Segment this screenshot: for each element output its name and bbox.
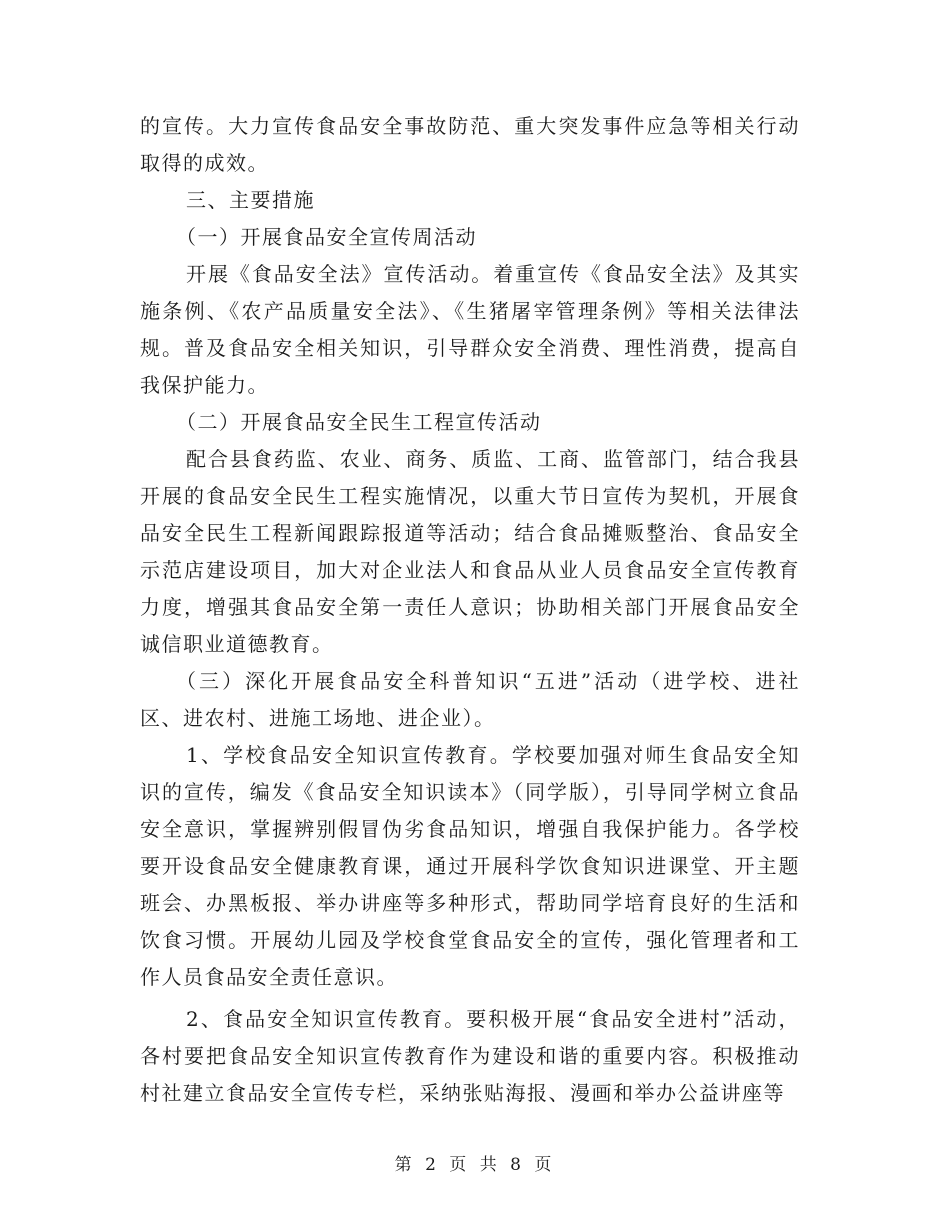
document-body [140, 108, 800, 1112]
paragraph-continuation: 的宣传。大力宣传食品安全事故防范、重大突发事件应急等相关行动取得的成效。 [140, 114, 800, 175]
paragraph-livelihood-project: 配合县食药监、农业、商务、质监、工商、监管部门，结合我县开展的食品安全民生工程实施情况，以重大节日宣传为契机，开展食品安全民生工程新闻跟踪报道等活动；结合食品摊贩整治、食品安全示范店建设项目，加大对企业法人和食品从业人员食品安全宣传教育力度，增强其食品安全第一责任人意识；协助相关部门开展食品安全诚信职业道德教育。 [140, 447, 800, 656]
page-number-footer: 第 2 页 共 8 页 [394, 1155, 556, 1175]
section-heading-main-measures: 三、主要措施 [186, 188, 315, 212]
paragraph-village-education: 2、食品安全知识宣传教育。要积极开展“食品安全进村”活动，各村要把食品安全知识宣传教育作为建设和谐的重要内容。积极推动村社建立食品安全宣传专栏，采纳张贴海报、漫画和举办公益讲座等 [140, 1007, 800, 1105]
subsection-heading-2: （二）开展食品安全民生工程宣传活动 [176, 410, 542, 434]
subsection-heading-1: （一）开展食品安全宣传周活动 [176, 225, 477, 249]
subsection-heading-3: （三）深化开展食品安全科普知识“五进”活动（进学校、进社区、进农村、进施工场地、进企业）。 [140, 669, 800, 730]
paragraph-food-safety-law: 开展《食品安全法》宣传活动。着重宣传《食品安全法》及其实施条例、《农产品质量安全法》、《生猪屠宰管理条例》等相关法律法规。普及食品安全相关知识，引导群众安全消费、理性消费，提高自我保护能力。 [140, 262, 800, 397]
paragraph-school-education: 1、学校食品安全知识宣传教育。学校要加强对师生食品安全知识的宣传，编发《食品安全知识读本》（同学版），引导同学树立食品安全意识，掌握辨别假冒伪劣食品知识，增强自我保护能力。各学校要开设食品安全健康教育课，通过开展科学饮食知识进课堂、开主题班会、办黑板报、举办讲座等多种形式，帮助同学培育良好的生活和饮食习惯。开展幼儿园及学校食堂食品安全的宣传，强化管理者和工作人员食品安全责任意识。 [140, 743, 800, 989]
